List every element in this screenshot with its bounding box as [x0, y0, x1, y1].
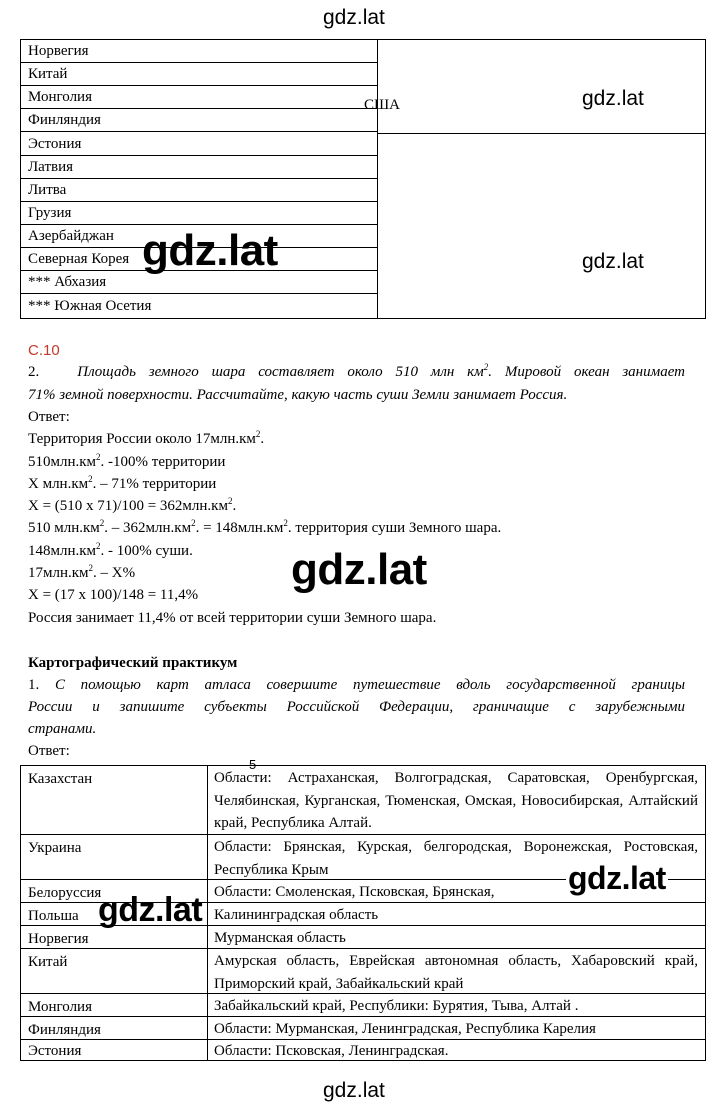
countries-table-top — [20, 39, 706, 319]
solution-line-2: X $млн.км^2$. – 71% территории — [28, 474, 217, 492]
country-cell: Казахстан — [28, 771, 93, 787]
solution-line-3: X = (510 x $71)/100 = 362млн.км^2$. — [28, 496, 237, 514]
watermark-large-2: gdz.lat — [291, 545, 427, 594]
top-row-8: Азербайджан — [21, 225, 377, 248]
watermark-table-right-2: gdz.lat — [582, 250, 644, 273]
task-2-number: 2. — [28, 364, 40, 380]
subjects-cell: Области: Смоленская, Псковская, Брянская, — [214, 884, 495, 900]
top-row-3: Финляндия — [21, 109, 377, 132]
country-cell: Монголия — [28, 999, 92, 1015]
table-row — [21, 766, 705, 835]
country-cell: Эстония — [28, 1043, 82, 1059]
practicum-task-line-2: России и запишите субъекты Российской Федерации, граничащие с зарубежными — [28, 699, 685, 715]
top-row-1: Китай — [21, 63, 377, 86]
table-row — [21, 994, 705, 1017]
task-2-text-a: Площадь земного шара составляет около 510 млн км — [77, 364, 484, 380]
solution-line-1: $510млн.км^2$. -100% территории — [28, 452, 226, 470]
subjects-cell: Области: Псковская, Ленинградская. — [214, 1043, 449, 1059]
subjects-cell: Амурская область, Еврейская автономная область, Хабаровский край, Приморский край, Забайкальский край — [214, 953, 698, 992]
watermark-bottom: gdz.lat — [323, 1079, 385, 1102]
practicum-task-number: 1. — [28, 677, 40, 693]
subjects-cell: Забайкальский край, Республики: Бурятия, Тыва, Алтай . — [214, 998, 579, 1014]
top-row-4: Эстония — [21, 133, 377, 156]
top-row-11: *** Южная Осетия — [28, 298, 152, 314]
watermark-large-1: gdz.lat — [142, 226, 278, 275]
top-table-right-divider — [378, 133, 706, 134]
top-row-2: Монголия — [21, 86, 377, 109]
subjects-cell: Мурманская область — [214, 930, 346, 946]
solution-line-0: Территория России около $17млн.км^2$. — [28, 429, 265, 447]
practicum-task-line-3: странами. — [28, 721, 97, 737]
answer-label-2: Ответ: — [28, 743, 70, 759]
task-2-text-b: . Мировой океан занимает — [488, 364, 685, 380]
country-cell: Белоруссия — [28, 885, 102, 901]
task-2-line-1 — [28, 364, 685, 381]
top-table-left-column — [21, 40, 378, 318]
country-cell: Украина — [28, 840, 82, 856]
solution-line-5: $148млн.км^2$. - 100% суши. — [28, 541, 193, 559]
top-row-9: Северная Корея — [21, 248, 377, 271]
subjects-cell: Области: Астраханская, Волгоградская, Саратовская, Оренбургская, Челябинская, Курганская, Тюменская, Омская, Новосибирская, Алтайский край, Республика Алтай. — [214, 770, 698, 831]
practicum-task-text-1: С помощью карт атласа совершите путешествие вдоль государственной границы — [54, 677, 685, 693]
watermark-large-4: gdz.lat — [568, 860, 666, 896]
subjects-cell: Калининградская область — [214, 907, 379, 923]
solution-line-4: 510 $млн.км^2$. – $362млн.км^2$. = $148млн.км^2$. территория суши Земного шара. — [28, 518, 502, 536]
page-reference: С.10 — [28, 342, 60, 359]
top-row-10: *** Абхазия — [21, 271, 377, 294]
answer-label-1: Ответ: — [28, 409, 70, 425]
table-row — [21, 1040, 705, 1060]
top-table-right-value: США — [364, 97, 400, 113]
task-2-sup: 2 — [483, 362, 489, 372]
top-row-0: Норвегия — [21, 40, 377, 63]
country-cell: Норвегия — [28, 931, 89, 947]
solution-line-6: $17млн.км^2$. – X% — [28, 563, 136, 581]
solution-line-8: Россия занимает 11,4% от всей территории суши Земного шара. — [28, 610, 437, 626]
subjects-cell: Области: Брянская, Курская, белгородская, Воронежская, Ростовская, Республика Крым — [214, 839, 698, 878]
practicum-task-line-1 — [28, 677, 685, 694]
top-row-5: Латвия — [21, 156, 377, 179]
watermark-table-right-1: gdz.lat — [582, 87, 644, 110]
country-cell: Финляндия — [28, 1022, 101, 1038]
table-row — [21, 1017, 705, 1040]
watermark-top: gdz.lat — [323, 6, 385, 29]
subjects-cell: Области: Мурманская, Ленинградская, Республика Карелия — [214, 1021, 596, 1037]
watermark-large-3: gdz.lat — [98, 891, 203, 929]
page-number: 5 — [249, 757, 257, 772]
solution-line-7: X = (17 x 100)/148 = 11,4% — [28, 587, 199, 603]
top-row-6: Литва — [21, 179, 377, 202]
table-row — [21, 949, 705, 994]
country-cell: Польша — [28, 908, 79, 924]
practicum-heading: Картографический практикум — [28, 655, 238, 671]
top-row-7: Грузия — [21, 202, 377, 225]
country-cell: Китай — [28, 954, 68, 970]
task-2-line-2: 71% земной поверхности. Рассчитайте, какую часть суши Земли занимает Россия. — [28, 387, 568, 403]
